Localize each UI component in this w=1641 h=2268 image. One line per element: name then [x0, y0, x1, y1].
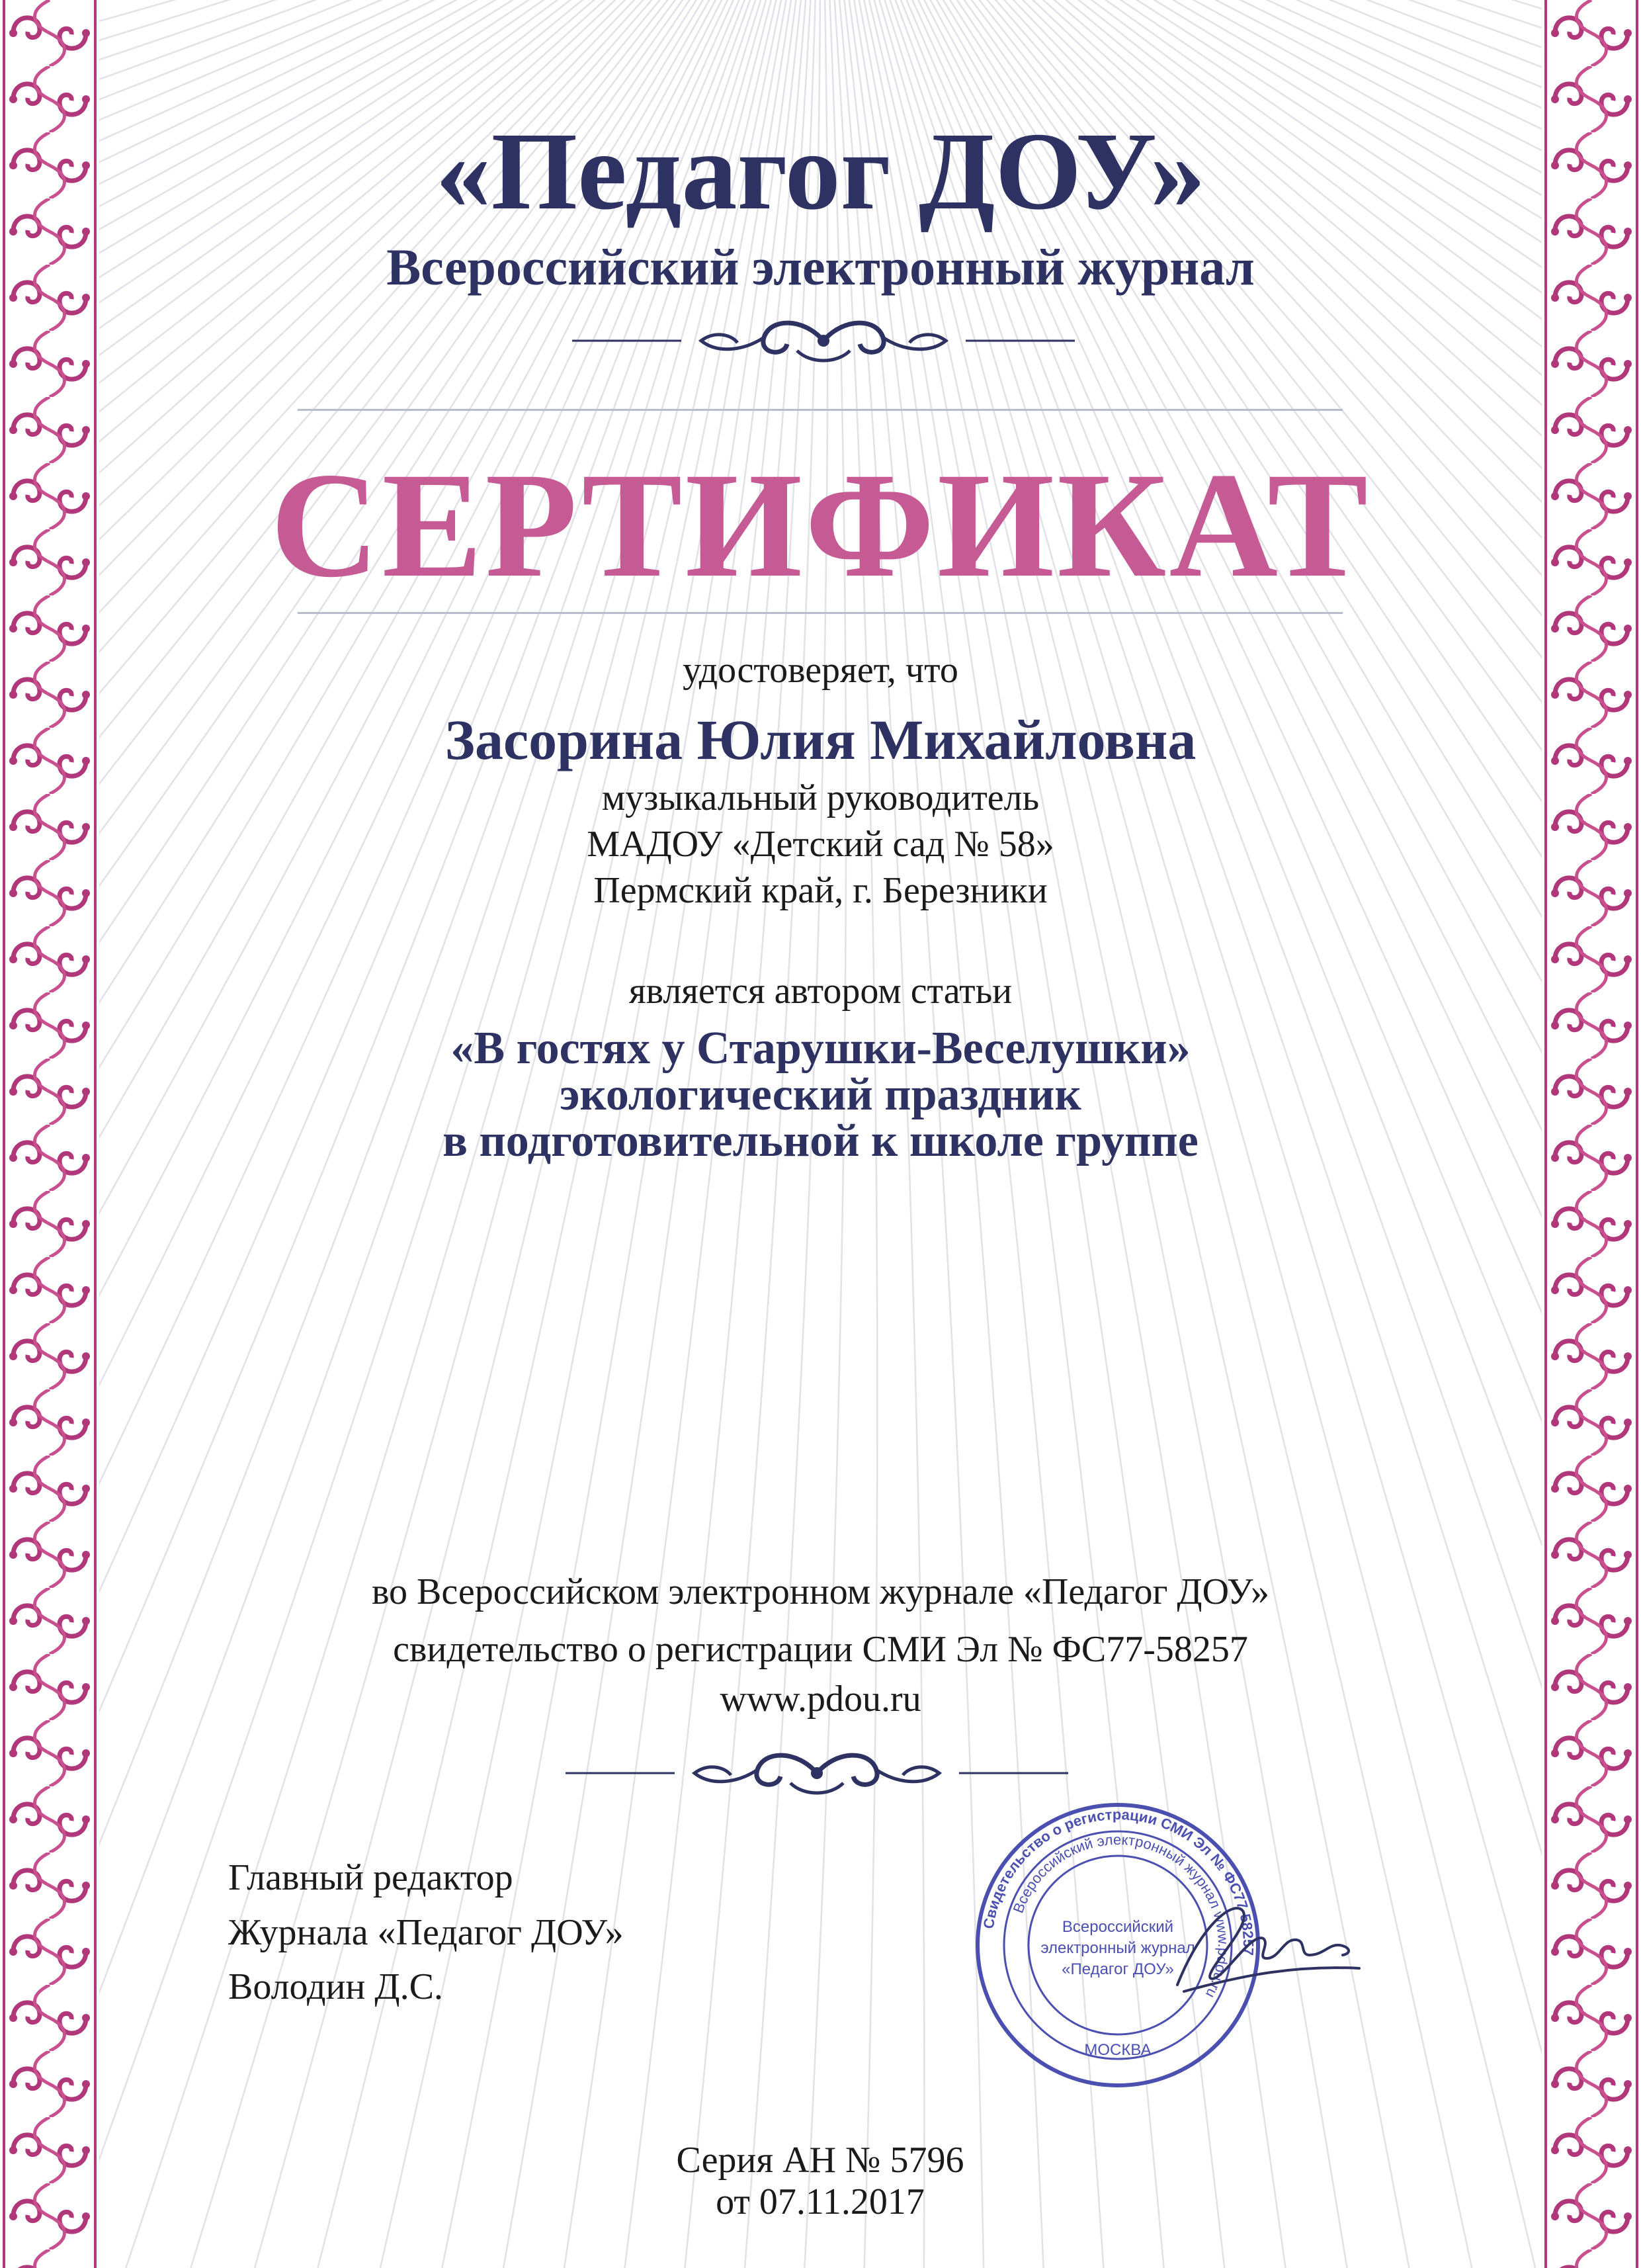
recipient-institution: МАДОУ «Детский сад № 58»	[587, 824, 1054, 865]
editor-name: Володин Д.С.	[228, 1966, 443, 2007]
flourish-ornament-top	[572, 311, 1075, 371]
right-border-ornament	[1542, 0, 1641, 2268]
journal-subtitle: Всероссийский электронный журнал	[386, 238, 1255, 296]
editor-signature	[1164, 1892, 1363, 2005]
divider-line-bottom	[298, 612, 1343, 614]
serial-number: Серия АН № 5796	[676, 2140, 964, 2181]
certifies-text: удостоверяет, что	[683, 650, 958, 691]
stamp-center-line: электронный журнал	[1040, 1939, 1195, 1957]
article-title-line: экологический праздник	[560, 1069, 1081, 1120]
divider-line-top	[298, 409, 1343, 411]
stamp-outer-ring-text: Свидетельство о регистрации СМИ Эл № ФС77-58257	[980, 1806, 1257, 1956]
stamp-center-line: Всероссийский	[1062, 1918, 1174, 1936]
left-border-ornament	[0, 0, 99, 2268]
publication-line: свидетельство о регистрации СМИ Эл № ФС77-58257	[393, 1629, 1248, 1670]
journal-title: «Педагог ДОУ»	[435, 110, 1206, 233]
stamp-center-line: «Педагог ДОУ»	[1062, 1960, 1174, 1978]
website-url: www.pdou.ru	[720, 1679, 921, 1720]
author-of-text: является автором статьи	[628, 971, 1013, 1012]
stamp-inner-ring-text: Всероссийский электронный журнал www.pdou.ru	[1009, 1831, 1232, 2001]
publication-line: во Всероссийском электронном журнале «Педагог ДОУ»	[371, 1571, 1270, 1612]
article-title-line: «В гостях у Старушки-Веселушки»	[450, 1023, 1191, 1074]
background-ray	[820, 0, 1641, 2028]
recipient-name: Засорина Юлия Михайловна	[444, 708, 1197, 771]
issue-date: от 07.11.2017	[716, 2181, 925, 2222]
article-title-line: в подготовительной к школе группе	[442, 1115, 1199, 1166]
editor-journal: Журнала «Педагог ДОУ»	[228, 1912, 624, 1953]
recipient-position: музыкальный руководитель	[601, 777, 1040, 818]
recipient-location: Пермский край, г. Березники	[593, 870, 1048, 911]
stamp-city: МОСКВА	[1084, 2041, 1152, 2059]
certificate-title: СЕРТИФИКАТ	[270, 442, 1371, 609]
flourish-ornament-bottom	[566, 1743, 1068, 1803]
editor-role: Главный редактор	[228, 1857, 513, 1898]
